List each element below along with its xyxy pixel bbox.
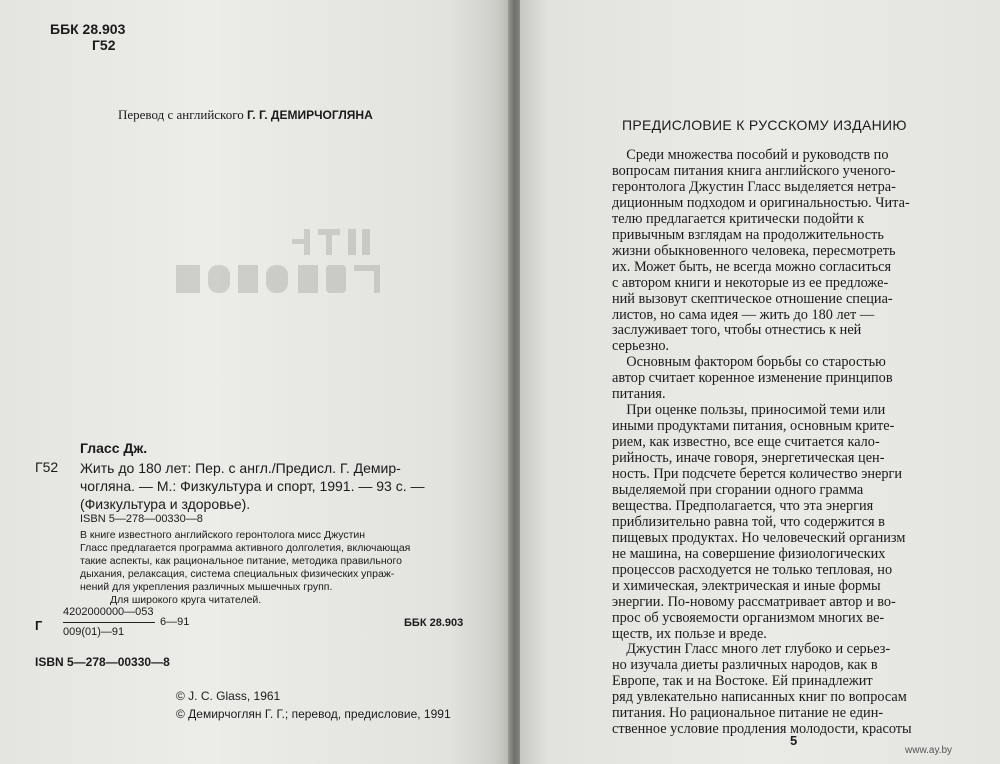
preface-heading: ПРЕДИСЛОВИЕ К РУССКОМУ ИЗДАНИЮ <box>622 117 907 133</box>
preface-line: заслуживает того, чтобы отнестись к ней <box>612 322 862 339</box>
preface-line: приблизительно равна той, что содержится в <box>612 513 885 530</box>
annotation-line: Гласс предлагается программа активного долголетия, включающая <box>80 542 411 554</box>
preface-line: рием, как известно, все еще считается кало- <box>612 434 880 451</box>
preface-line: Джустин Гласс много лет глубоко и серьез- <box>612 641 891 658</box>
watermark: www.ay.by <box>905 745 953 756</box>
preface-line: серьезно. <box>612 338 670 355</box>
page-number: 5 <box>790 733 798 748</box>
preface-line: вещества. Предполагается, что эта энергия <box>612 497 874 514</box>
preface-line: диционным подходом и оригинальностью. Чита- <box>612 194 910 211</box>
preface-line: питания. Но рациональное питание не един- <box>612 705 884 722</box>
copyright-line: © Демирчоглян Г. Г.; перевод, предисловие, 1991 <box>176 707 451 721</box>
copyright-line: © J. C. Glass, 1961 <box>176 689 281 703</box>
preface-line: Среди множества пособий и руководств по <box>612 147 889 163</box>
preface-line: и химическая, электрическая и иные формы <box>612 577 881 594</box>
preface-line: рийность, иначе говоря, энергетическая цен- <box>612 450 885 467</box>
fund-code-suffix: 6—91 <box>160 616 190 628</box>
preface-line: с автором книги и некоторые из ее предложе- <box>612 274 889 291</box>
preface-line: энергии. По-новому рассматривает автор и во- <box>612 593 896 610</box>
annotation-line: дыхания, релаксация, система специальных физических упраж- <box>80 568 395 580</box>
preface-line: не машина, на совершение физиологических <box>612 545 886 562</box>
preface-line: вопросам питания книга английского ученого- <box>612 162 896 179</box>
preface-line: листов, но сама идея — жить до 180 лет — <box>612 306 875 323</box>
show-through-shadow <box>150 225 380 295</box>
fund-code-letter: Г <box>35 618 43 633</box>
catalog-line: чогляна. — М.: Физкультура и спорт, 1991. — 93 с. — <box>80 478 425 494</box>
preface-line: процессов расходуется не только тепловая, но <box>612 561 893 578</box>
preface-line: Европе, так и на Востоке. Ей принадлежит <box>612 673 873 690</box>
catalog-author: Гласс Дж. <box>80 440 148 456</box>
annotation-line: нений для укрепления различных мышечных групп. <box>80 581 333 593</box>
preface-line: ществ, их пользе и вреде. <box>612 625 767 642</box>
preface-line: пищевых продуктах. Но человеческий организм <box>612 529 906 546</box>
annotation-line: Для широкого круга читателей. <box>110 594 262 606</box>
preface-line: ственное условие продления молодости, красоты <box>612 721 912 738</box>
translation-prefix: Перевод с английского <box>118 107 244 122</box>
catalog-code: Г52 <box>92 37 116 53</box>
translator-name: Г. Г. ДЕМИРЧОГЛЯНА <box>246 108 373 122</box>
catalog-line: Жить до 180 лет: Пер. с англ./Предисл. Г. Демир- <box>80 460 401 476</box>
translation-credit <box>118 107 373 123</box>
catalog-isbn: ISBN 5—278—00330—8 <box>80 513 203 525</box>
catalog-card-code: Г52 <box>35 459 59 475</box>
preface-line: ряд увлекательно написанных книг по вопросам <box>612 689 907 706</box>
preface-line: выделяемой при сгорании одного грамма <box>612 481 864 498</box>
preface-line: прос об усвояемости организмом многих ве- <box>612 609 885 626</box>
catalog-line: (Физкультура и здоровье). <box>80 496 251 512</box>
preface-line: геронтолога Джустин Гласс выделяется нетра- <box>612 178 896 195</box>
preface-line: телю предлагается критически подойти к <box>612 210 865 227</box>
annotation-line: такие аспекты, как рациональное питание, методика правильного <box>80 555 402 567</box>
preface-line: но изучала диеты различных народов, как в <box>612 657 878 674</box>
preface-line: жизни обыкновенного человека, пересмотреть <box>612 242 896 259</box>
preface-line: ность. При подсчете берется количество энерги <box>612 466 903 482</box>
bbk-bottom: ББК 28.903 <box>404 617 464 629</box>
preface-line: их. Может быть, не всегда можно согласиться <box>612 258 892 275</box>
preface-line: При оценке пользы, приносимой теми или <box>612 402 886 419</box>
bbk-index: ББК 28.903 <box>50 21 126 37</box>
isbn-main: ISBN 5—278—00330—8 <box>35 655 170 669</box>
annotation-line: В книге известного английского геронтолога мисс Джустин <box>80 529 366 541</box>
preface-line: иными продуктами питания, основным крите- <box>612 418 895 435</box>
preface-line: привычным взглядам на продолжительность <box>612 226 884 243</box>
fund-code-numerator: 4202000000—053 <box>63 606 154 618</box>
preface-line: ний вызовут скептическое отношение специа- <box>612 290 893 307</box>
preface-line: питания. <box>612 386 666 403</box>
preface-line: автор считает коренное изменение принципов <box>612 370 893 387</box>
preface-line: Основным фактором борьбы со старостью <box>612 354 886 371</box>
fund-code-denominator: 009(01)—91 <box>63 626 125 638</box>
fraction-rule <box>63 622 155 623</box>
